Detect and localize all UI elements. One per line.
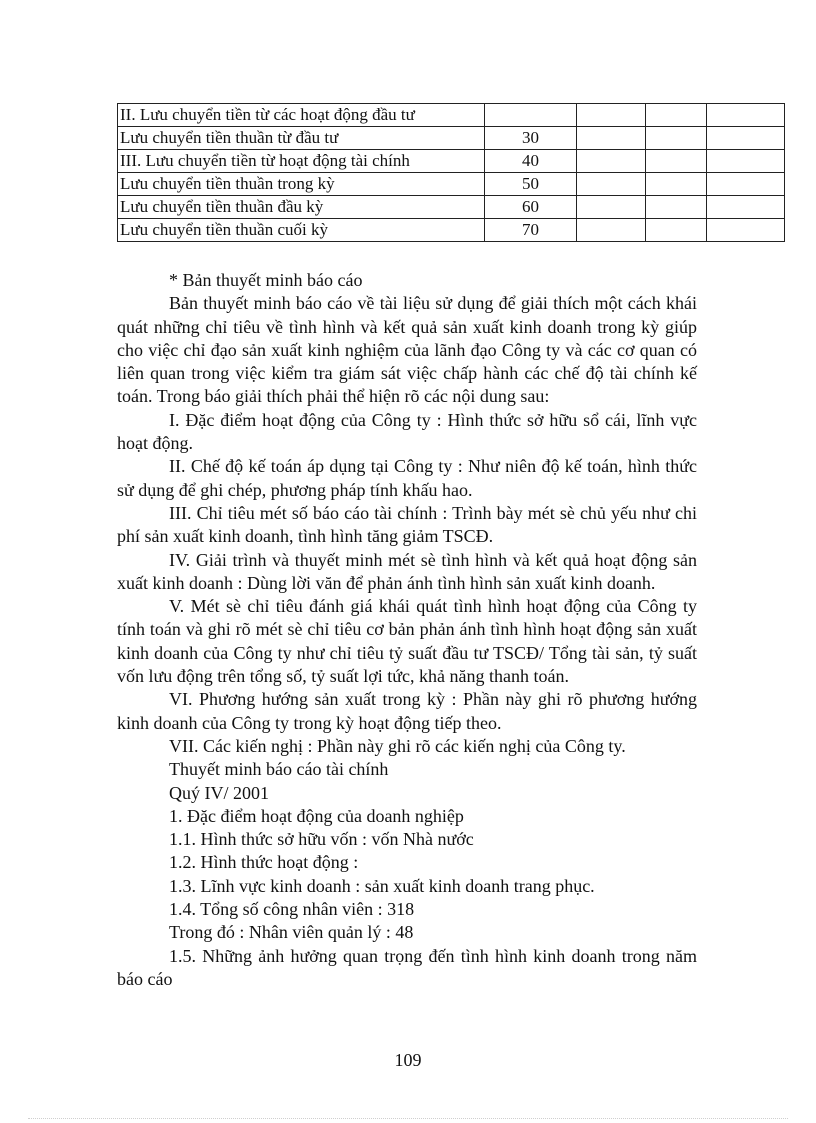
section-heading: * Bản thuyết minh báo cáo bbox=[169, 270, 363, 290]
row-empty-cell bbox=[577, 150, 646, 173]
list-item: 1.2. Hình thức hoạt động : bbox=[169, 852, 359, 873]
row-empty-cell bbox=[707, 150, 785, 173]
row-empty-cell bbox=[646, 104, 707, 127]
list-item: 1.1. Hình thức sở hữu vốn : vốn Nhà nước bbox=[169, 829, 474, 850]
row-code bbox=[485, 104, 577, 127]
subheading: Thuyết minh báo cáo tài chính bbox=[169, 759, 389, 780]
row-empty-cell bbox=[646, 150, 707, 173]
row-label: Lưu chuyển tiền thuần trong kỳ bbox=[118, 173, 485, 196]
paragraph: Bản thuyết minh báo cáo về tài liệu sử dụng để giải thích một cách khái quát những chỉ tiêu về tình hình và kết quả sản xuất kinh doanh trong kỳ giúp cho việc chỉ đạo sản xuất kinh nghiệm của lãnh đạo Công ty và các cơ quan có liên quan trong việc kiểm tra giám sát việc chấp hành các chế độ tài chính kế toán. Trong báo giải thích phải thể hiện rõ các nội dung sau: bbox=[117, 293, 697, 407]
list-item: 1. Đặc điểm hoạt động của doanh nghiệp bbox=[169, 805, 464, 826]
row-empty-cell bbox=[646, 173, 707, 196]
paragraph: II. Chế độ kế toán áp dụng tại Công ty : Như niên độ kế toán, hình thức sử dụng để ghi chép, phương pháp tính khấu hao. bbox=[117, 456, 697, 500]
row-label: III. Lưu chuyển tiền từ hoạt động tài chính bbox=[118, 150, 485, 173]
row-empty-cell bbox=[707, 219, 785, 242]
list-item: 1.3. Lĩnh vực kinh doanh : sản xuất kinh doanh trang phục. bbox=[169, 875, 595, 896]
paragraph: VII. Các kiến nghị : Phần này ghi rõ các kiến nghị của Công ty. bbox=[169, 735, 626, 756]
row-empty-cell bbox=[646, 219, 707, 242]
row-label: Lưu chuyển tiền thuần cuối kỳ bbox=[118, 219, 485, 242]
cash-flow-table bbox=[117, 103, 785, 242]
row-label: Lưu chuyển tiền thuần từ đầu tư bbox=[118, 127, 485, 150]
row-empty-cell bbox=[707, 173, 785, 196]
row-code: 70 bbox=[485, 219, 577, 242]
list-item: 1.5. Những ảnh hưởng quan trọng đến tình hình kinh doanh trong năm báo cáo bbox=[117, 945, 697, 989]
row-empty-cell bbox=[707, 104, 785, 127]
row-code: 30 bbox=[485, 127, 577, 150]
table-row bbox=[118, 219, 785, 242]
row-code: 60 bbox=[485, 196, 577, 219]
table-row bbox=[118, 196, 785, 219]
row-empty-cell bbox=[646, 196, 707, 219]
paragraph: IV. Giải trình và thuyết minh mét sè tình hình và kết quả hoạt động sản xuất kinh doanh : Dùng lời văn để phản ánh tình hình sản xuất kinh doanh. bbox=[117, 549, 697, 593]
row-empty-cell bbox=[577, 104, 646, 127]
page-border-divider bbox=[28, 1118, 788, 1119]
page-number: 109 bbox=[394, 1050, 422, 1070]
table-row bbox=[118, 104, 785, 127]
row-code: 50 bbox=[485, 173, 577, 196]
table-row bbox=[118, 173, 785, 196]
table-row bbox=[118, 150, 785, 173]
row-empty-cell bbox=[646, 127, 707, 150]
period-label: Quý IV/ 2001 bbox=[169, 782, 269, 803]
list-item: Trong đó : Nhân viên quản lý : 48 bbox=[169, 922, 414, 943]
row-label: II. Lưu chuyển tiền từ các hoạt động đầu tư bbox=[118, 104, 485, 127]
table-row bbox=[118, 127, 785, 150]
row-empty-cell bbox=[707, 196, 785, 219]
paragraph: V. Mét sè chỉ tiêu đánh giá khái quát tình hình hoạt động của Công ty tính toán và ghi rõ mét sè chỉ tiêu cơ bản phản ánh tình hình hoạt động sản xuất kinh doanh của Công ty như chỉ tiêu tỷ suất đầu tư TSCĐ/ Tổng tài sản, tỷ suất vốn lưu động trên tổng số, tỷ suất lợi tức, khả năng thanh toán. bbox=[117, 596, 697, 687]
list-item: 1.4. Tổng số công nhân viên : 318 bbox=[169, 899, 415, 920]
row-label: Lưu chuyển tiền thuần đầu kỳ bbox=[118, 196, 485, 219]
paragraph: VI. Phương hướng sản xuất trong kỳ : Phần này ghi rõ phương hướng kinh doanh của Công ty trong kỳ hoạt động tiếp theo. bbox=[117, 689, 697, 733]
row-empty-cell bbox=[577, 196, 646, 219]
row-empty-cell bbox=[577, 219, 646, 242]
paragraph: III. Chỉ tiêu mét số báo cáo tài chính : Trình bày mét sè chủ yếu như chi phí sản xuất kinh doanh, tình hình tăng giảm TSCĐ. bbox=[117, 502, 697, 547]
row-empty-cell bbox=[707, 127, 785, 150]
paragraph: I. Đặc điểm hoạt động của Công ty : Hình thức sở hữu sổ cái, lĩnh vực hoạt động. bbox=[117, 409, 697, 454]
row-empty-cell bbox=[577, 127, 646, 150]
row-code: 40 bbox=[485, 150, 577, 173]
report-body bbox=[117, 269, 697, 991]
row-empty-cell bbox=[577, 173, 646, 196]
